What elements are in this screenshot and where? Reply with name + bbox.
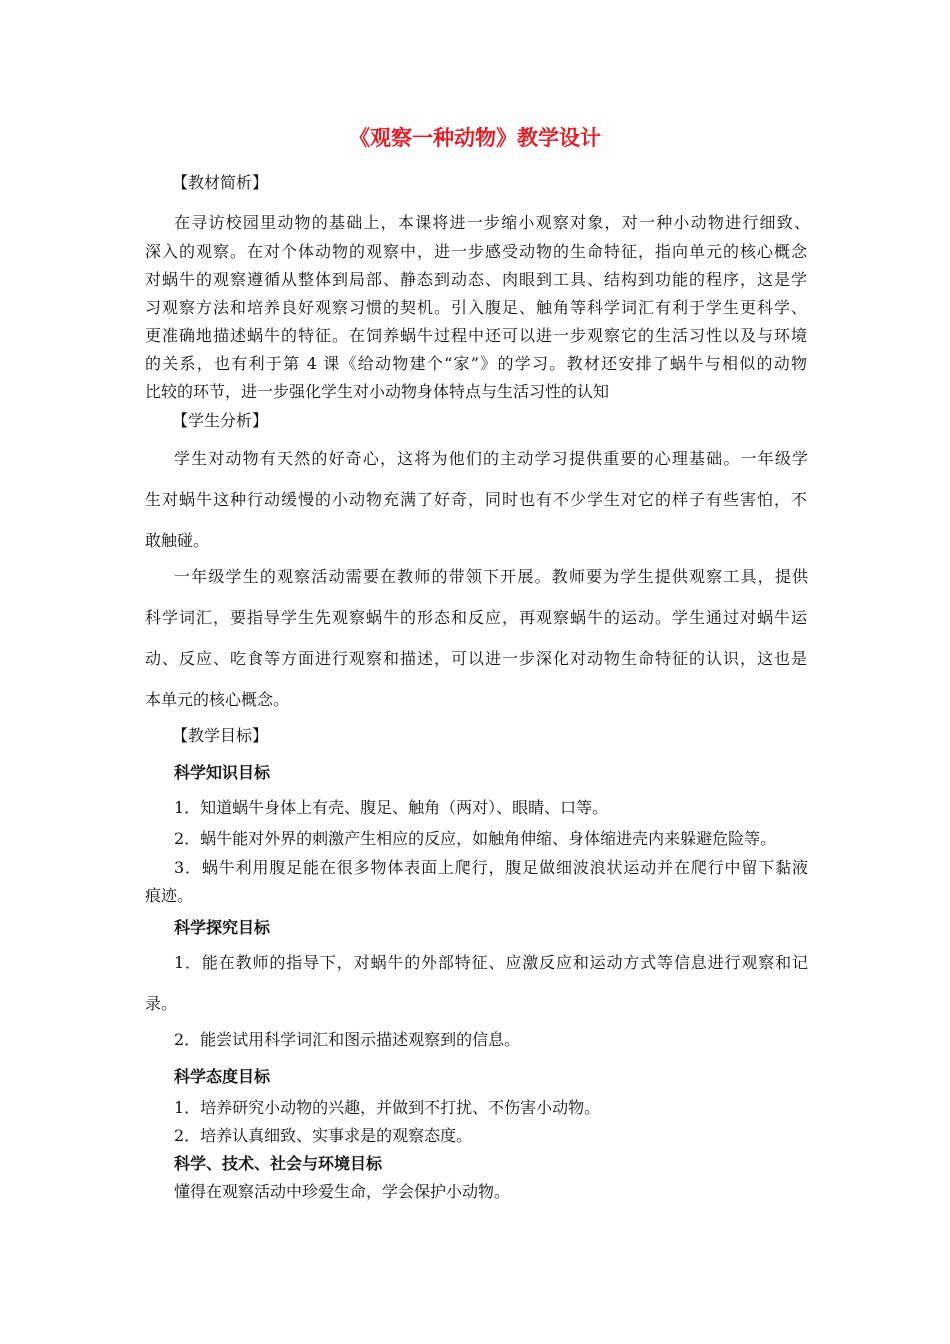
students-line: 一年级学生的观察活动需要在教师的带领下开展。教师要为学生提供观察工具，提供 bbox=[174, 567, 808, 586]
inquiry-item: 录。 bbox=[145, 994, 178, 1013]
attitude-item: 2．培养认真细致、实事求是的观察态度。 bbox=[174, 1126, 473, 1145]
material-line: 比较的环节，进一步强化学生对小动物身体特点与生活习性的认知 bbox=[145, 382, 610, 401]
students-line: 动、反应、吃食等方面进行观察和描述，可以进一步深化对动物生命特征的认识，这也是 bbox=[145, 649, 807, 668]
material-line: 更准确地描述蜗牛的特征。在饲养蜗牛过程中还可以进一步观察它的生活习性以及与环境 bbox=[145, 326, 807, 345]
section-heading-material: 【教材简析】 bbox=[172, 173, 269, 192]
inquiry-item: 2．能尝试用科学词汇和图示描述观察到的信息。 bbox=[174, 1030, 521, 1049]
section-heading-goals: 【教学目标】 bbox=[172, 726, 269, 745]
section-heading-students: 【学生分析】 bbox=[172, 411, 269, 430]
knowledge-item: 3．蜗牛利用腹足能在很多物体表面上爬行，腹足做细波浪状运动并在爬行中留下黏液 bbox=[174, 858, 808, 877]
document-title: 《观察一种动物》教学设计 bbox=[349, 125, 601, 150]
material-line: 深入的观察。在对个体动物的观察中，进一步感受动物的生命特征，指向单元的核心概念 bbox=[145, 242, 807, 261]
students-line: 生对蜗牛这种行动缓慢的小动物充满了好奇，同时也有不少学生对它的样子有些害怕，不 bbox=[145, 490, 807, 509]
material-line: 习观察方法和培养良好观察习惯的契机。引入腹足、触角等科学词汇有利于学生更科学、 bbox=[145, 298, 807, 317]
inquiry-item: 1．能在教师的指导下，对蜗牛的外部特征、应激反应和运动方式等信息进行观察和记 bbox=[174, 953, 808, 972]
subheading-stse: 科学、技术、社会与环境目标 bbox=[174, 1154, 383, 1173]
material-line: 在寻访校园里动物的基础上，本课将进一步缩小观察对象，对一种小动物进行细致、 bbox=[174, 213, 810, 232]
students-line: 科学词汇，要指导学生先观察蜗牛的形态和反应，再观察蜗牛的运动。学生通过对蜗牛运 bbox=[145, 608, 807, 627]
students-line: 敢触碰。 bbox=[145, 531, 210, 550]
subheading-inquiry: 科学探究目标 bbox=[174, 918, 271, 937]
subheading-knowledge: 科学知识目标 bbox=[174, 763, 271, 782]
stse-item: 懂得在观察活动中珍爱生命，学会保护小动物。 bbox=[174, 1182, 511, 1201]
attitude-item: 1．培养研究小动物的兴趣，并做到不打扰、不伤害小动物。 bbox=[174, 1098, 601, 1117]
students-line: 学生对动物有天然的好奇心，这将为他们的主动学习提供重要的心理基础。一年级学 bbox=[174, 449, 808, 468]
subheading-attitude: 科学态度目标 bbox=[174, 1067, 271, 1086]
students-line: 本单元的核心概念。 bbox=[145, 690, 290, 709]
material-line: 的关系，也有利于第 4 课《给动物建个“家”》的学习。教材还安排了蜗牛与相似的动物 bbox=[145, 354, 807, 373]
knowledge-item: 痕迹。 bbox=[145, 886, 194, 905]
knowledge-item: 1．知道蜗牛身体上有壳、腹足、触角（两对）、眼睛、口等。 bbox=[174, 798, 609, 817]
material-line: 对蜗牛的观察遵循从整体到局部、静态到动态、肉眼到工具、结构到功能的程序，这是学 bbox=[145, 270, 807, 289]
knowledge-item: 2．蜗牛能对外界的刺激产生相应的反应，如触角伸缩、身体缩进壳内来躲避危险等。 bbox=[174, 829, 777, 848]
